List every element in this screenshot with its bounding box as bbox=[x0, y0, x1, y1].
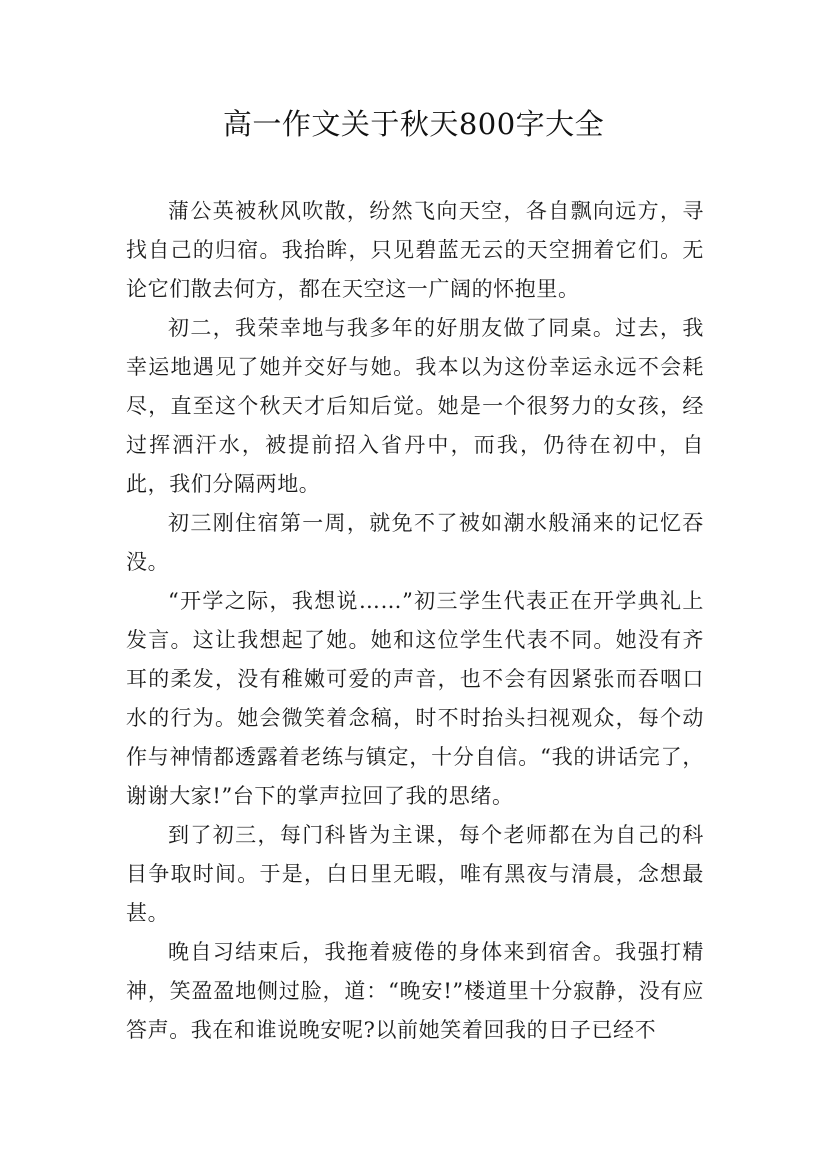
paragraph-2: 初二，我荣幸地与我多年的好朋友做了同桌。过去，我幸运地遇见了她并交好与她。我本以为这份幸运永远不会耗尽，直至这个秋天才后知后觉。她是一个很努力的女孩，经过挥洒汗水，被提前招入省丹中，而我，仍待在初中，自此，我们分隔两地。 bbox=[126, 316, 704, 496]
document-body bbox=[126, 192, 704, 1050]
paragraph-5: 到了初三，每门科皆为主课，每个老师都在为自己的科目争取时间。于是，白日里无暇，唯有黑夜与清晨，念想最甚。 bbox=[126, 823, 704, 925]
document-title: 高一作文关于秋天800字大全 bbox=[222, 107, 605, 141]
paragraph-6: 晚自习结束后，我拖着疲倦的身体来到宿舍。我强打精神，笑盈盈地侧过脸，道：“晚安!”楼道里十分寂静，没有应答声。我在和谁说晚安呢?以前她笑着回我的日子已经不 bbox=[126, 940, 704, 1042]
paragraph-1: 蒲公英被秋风吹散，纷然飞向天空，各自飘向远方，寻找自己的归宿。我抬眸，只见碧蓝无云的天空拥着它们。无论它们散去何方，都在天空这一广阔的怀抱里。 bbox=[126, 199, 704, 301]
paragraph-3: 初三刚住宿第一周，就免不了被如潮水般涌来的记忆吞没。 bbox=[126, 511, 704, 574]
paragraph-4: “开学之际，我想说……”初三学生代表正在开学典礼上发言。这让我想起了她。她和这位学生代表不同。她没有齐耳的柔发，没有稚嫩可爱的声音，也不会有因紧张而吞咽口水的行为。她会微笑着念稿，时不时抬头扫视观众，每个动作与神情都透露着老练与镇定，十分自信。“我的讲话完了，谢谢大家!”台下的掌声拉回了我的思绪。 bbox=[126, 589, 704, 808]
